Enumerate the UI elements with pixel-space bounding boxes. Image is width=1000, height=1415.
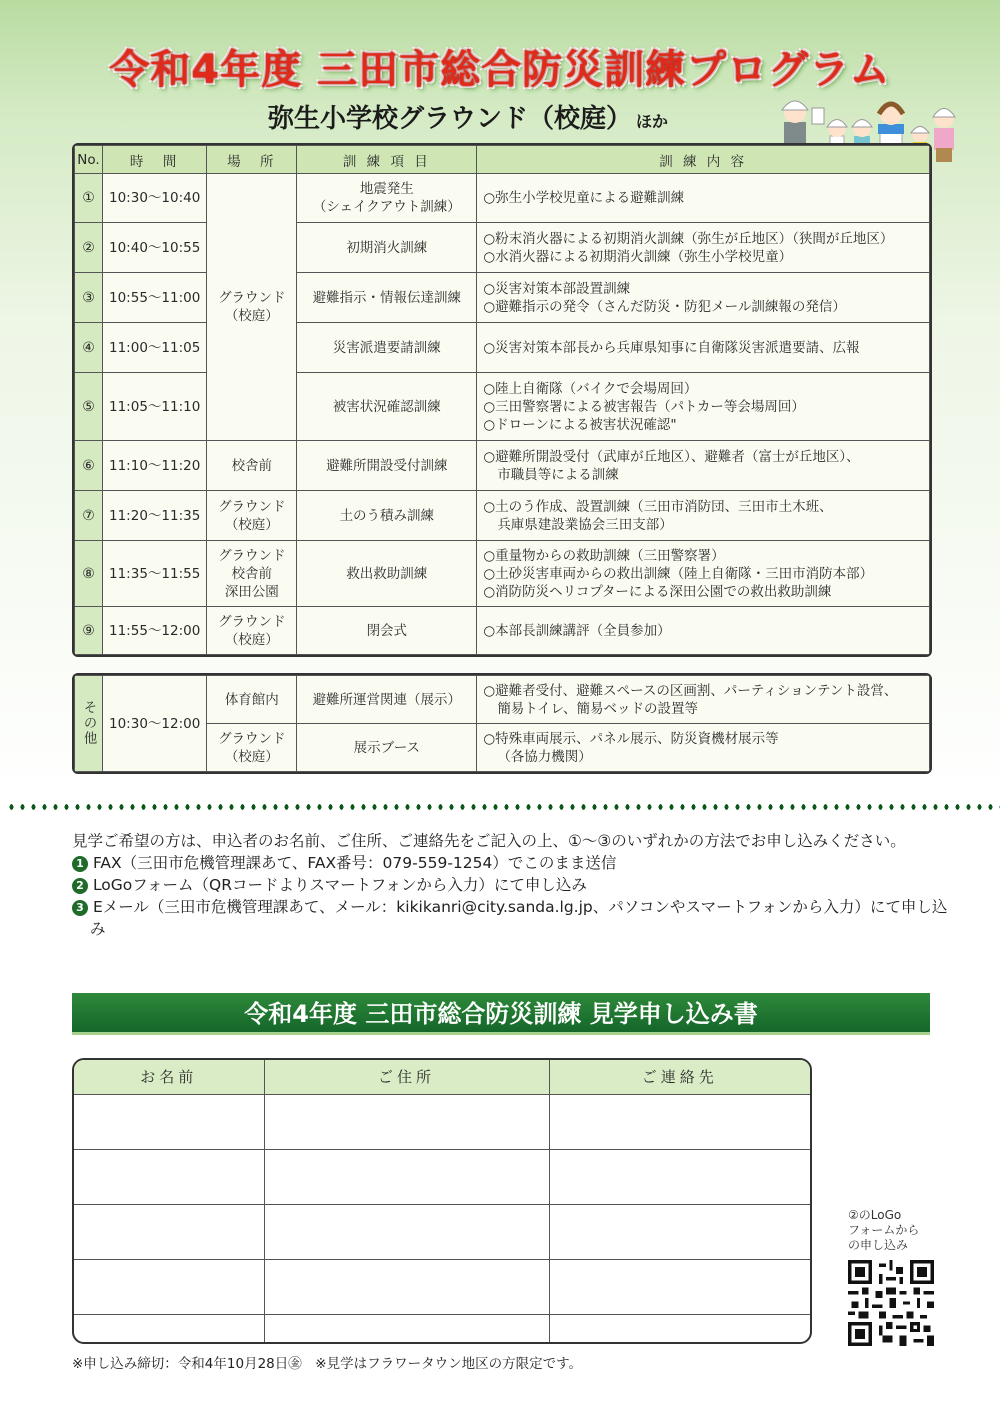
address-field[interactable]: [264, 1204, 549, 1259]
row-number: ⑨: [75, 607, 103, 655]
content-line: ○粉末消火器による初期消火訓練（弥生が丘地区）（狭間が丘地区）: [483, 230, 894, 247]
content-line: ○土のう作成、設置訓練（三田市消防団、三田市土木班、: [483, 498, 833, 515]
content-line: ○災害対策本部長から兵庫県知事に自衛隊災害派遣要請、広報: [483, 339, 860, 356]
row-number: ④: [75, 323, 103, 373]
table-row: [75, 676, 930, 724]
qr-code-icon[interactable]: [848, 1260, 934, 1346]
method-email: [72, 896, 952, 940]
content-line: ○消防防災ヘリコプターによる深田公園での救出救助訓練: [483, 583, 832, 600]
col-item: 訓 練 項 目: [297, 146, 477, 174]
content-line: （各協力機関）: [497, 748, 592, 765]
dotted-divider: [6, 803, 1000, 811]
contact-field[interactable]: [549, 1204, 810, 1259]
address-field[interactable]: [264, 1259, 549, 1314]
row-content: [477, 676, 930, 724]
contact-field[interactable]: [549, 1149, 810, 1204]
row-item: 避難指示・情報伝達訓練: [297, 273, 477, 323]
method-text: Eメール（三田市危機管理課あて、メール：kikikanri@city.sanda.lg.jp、パソコンやスマートフォンから入力）にて申し込み: [90, 898, 948, 938]
contact-field[interactable]: [549, 1259, 810, 1314]
content-line: ○陸上自衛隊（バイクで会場周回）: [483, 380, 698, 397]
row-item: 災害派遣要請訓練: [297, 323, 477, 373]
row-content: [477, 607, 930, 655]
table-row: [75, 607, 930, 655]
row-time: 11:05～11:10: [103, 373, 207, 441]
row-item: 初期消火訓練: [297, 223, 477, 273]
content-line: ○重量物からの救助訓練（三田警察署）: [483, 547, 725, 564]
table-row: [75, 491, 930, 541]
instructions: [72, 830, 952, 940]
row-content: [477, 323, 930, 373]
content-line: 簡易トイレ、簡易ベッドの設置等: [497, 700, 699, 717]
row-time: 11:00～11:05: [103, 323, 207, 373]
name-field[interactable]: [74, 1149, 264, 1204]
row-number: ⑤: [75, 373, 103, 441]
content-line: ○特殊車両展示、パネル展示、防災資機材展示等: [483, 730, 779, 747]
row-time: 11:55～12:00: [103, 607, 207, 655]
col-contact: ご連絡先: [549, 1060, 810, 1094]
page-subtitle: [268, 98, 668, 135]
method-fax: [72, 852, 952, 874]
row-time: 10:40～10:55: [103, 223, 207, 273]
row-number: ①: [75, 174, 103, 223]
row-number: ⑥: [75, 441, 103, 491]
name-field[interactable]: [74, 1204, 264, 1259]
table-row: [75, 441, 930, 491]
address-field[interactable]: [264, 1314, 549, 1342]
row-time: 10:55～11:00: [103, 273, 207, 323]
row-place: 体育館内: [207, 676, 297, 724]
name-field[interactable]: [74, 1314, 264, 1342]
row-content: [477, 174, 930, 223]
table-row: [75, 373, 930, 441]
row-item: 地震発生 （シェイクアウト訓練）: [297, 174, 477, 223]
row-item: 被害状況確認訓練: [297, 373, 477, 441]
row-place: グラウンド （校庭）: [207, 607, 297, 655]
content-line: ○避難者受付、避難スペースの区画割、パーティションテント設営、: [483, 682, 898, 699]
content-line: ○本部長訓練講評（全員参加）: [483, 622, 671, 639]
row-content: [477, 491, 930, 541]
program-header-row: [75, 146, 930, 174]
qr-label: ②のLoGo フォームから の申し込み: [848, 1208, 920, 1252]
row-number: ③: [75, 273, 103, 323]
col-name: お名前: [74, 1060, 264, 1094]
col-place: 場 所: [207, 146, 297, 174]
form-row: [74, 1204, 810, 1259]
content-line: ○土砂災害車両からの救出訓練（陸上自衛隊・三田市消防本部）: [483, 565, 874, 582]
program-table: [72, 143, 932, 657]
number-1-icon: 1: [72, 856, 88, 872]
row-place: グラウンド （校庭）: [207, 724, 297, 772]
form-row: [74, 1094, 810, 1149]
instructions-intro: 見学ご希望の方は、申込者のお名前、ご住所、ご連絡先をご記入の上、①～③のいずれかの方法でお申し込みください。: [72, 832, 906, 850]
subtitle-text: 弥生小学校グラウンド（校庭）: [268, 104, 633, 134]
row-content: [477, 273, 930, 323]
row-item: 救出救助訓練: [297, 541, 477, 607]
name-field[interactable]: [74, 1259, 264, 1314]
row-item: 避難所運営関連（展示）: [297, 676, 477, 724]
col-no: No.: [75, 146, 103, 174]
row-content: [477, 223, 930, 273]
method-logo-form: [72, 874, 952, 896]
table-row: [75, 323, 930, 373]
row-item: 展示ブース: [297, 724, 477, 772]
row-time: 11:35～11:55: [103, 541, 207, 607]
deadline-note: ※申し込み締切：令和4年10月28日㊎ ※見学はフラワータウン地区の方限定です。: [72, 1356, 582, 1372]
method-text: FAX（三田市危機管理課あて、FAX番号：079-559-1254）でこのまま送信: [92, 854, 617, 872]
row-content: [477, 724, 930, 772]
table-row: [75, 541, 930, 607]
content-line: ○ドローンによる被害状況確認": [483, 416, 677, 433]
table-row: [75, 273, 930, 323]
col-content: 訓 練 内 容: [477, 146, 930, 174]
contact-field[interactable]: [549, 1094, 810, 1149]
elderly-figure: [933, 108, 955, 162]
number-3-icon: 3: [72, 900, 88, 916]
other-table: [72, 673, 932, 774]
table-row: [75, 174, 930, 223]
page-title: 令和4年度 三田市総合防災訓練プログラム: [109, 47, 891, 93]
row-number: ②: [75, 223, 103, 273]
form-row: [74, 1259, 810, 1314]
subtitle-suffix: ほか: [636, 112, 669, 131]
name-field[interactable]: [74, 1094, 264, 1149]
address-field[interactable]: [264, 1149, 549, 1204]
other-time: 10:30～12:00: [103, 676, 207, 772]
form-row: [74, 1314, 810, 1342]
contact-field[interactable]: [549, 1314, 810, 1342]
row-content: [477, 373, 930, 441]
content-line: ○災害対策本部設置訓練: [483, 280, 631, 297]
method-text: LoGoフォーム（QRコードよりスマートフォンから入力）にて申し込み: [92, 876, 587, 894]
row-content: [477, 541, 930, 607]
row-place: グラウンド 校舎前 深田公園: [207, 541, 297, 607]
form-title-banner: 令和4年度 三田市総合防災訓練 見学申し込み書: [72, 993, 930, 1035]
content-line: ○水消火器による初期消火訓練（弥生小学校児童）: [483, 248, 793, 265]
row-place: 校舎前: [207, 441, 297, 491]
row-time: 11:20～11:35: [103, 491, 207, 541]
row-item: 閉会式: [297, 607, 477, 655]
content-line: ○弥生小学校児童による避難訓練: [483, 190, 685, 206]
row-item: 避難所開設受付訓練: [297, 441, 477, 491]
number-2-icon: 2: [72, 878, 88, 894]
form-header-row: [74, 1060, 810, 1094]
content-line: 市職員等による訓練: [497, 466, 619, 483]
row-time: 11:10～11:20: [103, 441, 207, 491]
content-line: 兵庫県建設業協会三田支部）: [497, 516, 673, 533]
form-row: [74, 1149, 810, 1204]
table-row: [75, 223, 930, 273]
content-line: ○避難指示の発令（さんだ防災・防犯メール訓練報の発信）: [483, 298, 846, 315]
other-label: その他: [75, 676, 103, 772]
application-form: [72, 1058, 812, 1344]
col-time: 時 間: [103, 146, 207, 174]
row-place: グラウンド （校庭）: [207, 174, 297, 441]
row-time: 10:30～10:40: [103, 174, 207, 223]
address-field[interactable]: [264, 1094, 549, 1149]
row-number: ⑦: [75, 491, 103, 541]
col-address: ご住所: [264, 1060, 549, 1094]
row-number: ⑧: [75, 541, 103, 607]
content-line: ○避難所開設受付（武庫が丘地区）、避難者（富士が丘地区）、: [483, 448, 860, 465]
content-line: ○三田警察署による被害報告（パトカー等会場周回）: [483, 398, 805, 415]
row-item: 土のう積み訓練: [297, 491, 477, 541]
row-content: [477, 441, 930, 491]
row-place: グラウンド （校庭）: [207, 491, 297, 541]
